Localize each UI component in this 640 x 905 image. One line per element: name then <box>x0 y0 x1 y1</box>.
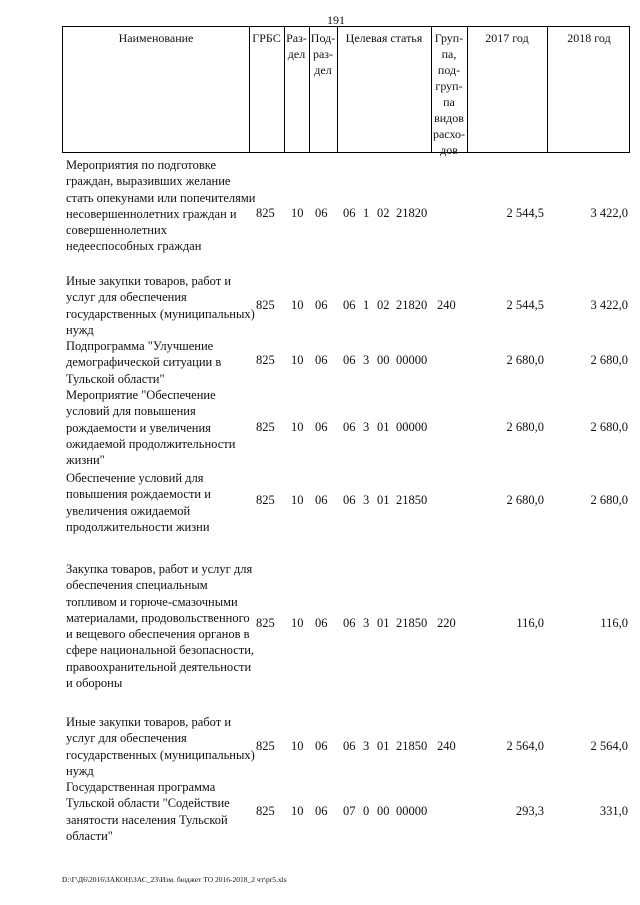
header-group-line: видов <box>434 111 464 125</box>
row-value-2018: 331,0 <box>599 804 628 818</box>
row-value-2017: 116,0 <box>516 616 544 630</box>
row-podrazdel: 06 <box>315 739 328 753</box>
row-razdel: 10 <box>291 353 304 367</box>
row-target-program: 06 <box>343 298 356 312</box>
row-target-event: 02 <box>377 298 390 312</box>
row-podrazdel: 06 <box>315 353 328 367</box>
row-value-2018: 2 680,0 <box>590 353 628 367</box>
header-group-line: под- <box>437 63 461 77</box>
row-grbs: 825 <box>256 493 275 507</box>
row-value-2017: 2 680,0 <box>506 493 544 507</box>
row-name: Иные закупки товаров, работ и услуг для обеспечения государственных (муниципальных) нужд <box>66 715 255 778</box>
row-target-subprogram: 3 <box>363 616 370 630</box>
header-group-line: па <box>443 95 455 109</box>
row-target-code: 00000 <box>396 353 428 367</box>
header-group <box>431 30 467 158</box>
header-podrazdel-line: дел <box>314 63 332 77</box>
row-name: Подпрограмма "Улучшение демографической ситуации в Тульской области" <box>66 339 222 386</box>
row-podrazdel: 06 <box>315 616 328 630</box>
row-target-event: 02 <box>377 206 390 220</box>
row-target-subprogram: 3 <box>363 353 370 367</box>
header-group-line: груп- <box>435 79 463 93</box>
row-razdel: 10 <box>291 804 304 818</box>
header-grbs: ГРБС <box>252 31 281 45</box>
row-razdel: 10 <box>291 206 304 220</box>
row-value-2018: 2 564,0 <box>590 739 628 753</box>
table-header <box>62 26 630 157</box>
header-2018: 2018 год <box>567 31 611 45</box>
row-grbs: 825 <box>256 804 275 818</box>
row-razdel: 10 <box>291 298 304 312</box>
row-target-code: 00000 <box>396 420 428 434</box>
row-target-event: 01 <box>377 420 390 434</box>
row-value-2017: 2 680,0 <box>506 420 544 434</box>
header-razdel-line: дел <box>287 47 306 61</box>
row-value-2018: 3 422,0 <box>590 298 628 312</box>
row-target-event: 01 <box>377 493 390 507</box>
row-value-2017: 2 544,5 <box>506 206 544 220</box>
page-number: 191 <box>327 13 345 27</box>
file-path-footer: D:\Г\Д6\2016\ЗАКОН\ЗАС_23\Изм. бюджет ТО 2016-2018_2 чт\pr5.xls <box>62 875 287 884</box>
row-target-code: 21820 <box>396 298 428 312</box>
row-value-2017: 2 564,0 <box>506 739 544 753</box>
row-target-program: 07 <box>343 804 356 818</box>
row-value-2018: 3 422,0 <box>590 206 628 220</box>
row-value-2017: 2 544,5 <box>506 298 544 312</box>
row-value-2018: 116,0 <box>600 616 628 630</box>
row-name: Обеспечение условий для повышения рождаемости и увеличения ожидаемой продолжительности жизни <box>66 471 211 534</box>
row-podrazdel: 06 <box>315 420 328 434</box>
header-group-line: дов <box>440 143 458 157</box>
row-target-event: 00 <box>377 353 390 367</box>
header-2017: 2017 год <box>485 31 529 45</box>
row-expense-group: 240 <box>437 739 456 753</box>
row-grbs: 825 <box>256 739 275 753</box>
row-grbs: 825 <box>256 353 275 367</box>
row-target-event: 01 <box>377 739 390 753</box>
row-target-code: 00000 <box>396 804 428 818</box>
row-target-code: 21850 <box>396 739 428 753</box>
header-target: Целевая статья <box>345 31 423 45</box>
row-expense-group: 240 <box>437 298 456 312</box>
row-name: Иные закупки товаров, работ и услуг для обеспечения государственных (муниципальных) нужд <box>66 274 255 337</box>
row-podrazdel: 06 <box>315 298 328 312</box>
row-target-program: 06 <box>343 493 356 507</box>
row-target-program: 06 <box>343 420 356 434</box>
row-grbs: 825 <box>256 298 275 312</box>
header-group-line: па, <box>441 47 457 61</box>
row-razdel: 10 <box>291 739 304 753</box>
row-podrazdel: 06 <box>315 804 328 818</box>
row-target-code: 21850 <box>396 493 428 507</box>
row-expense-group: 220 <box>437 616 456 630</box>
row-target-event: 01 <box>377 616 390 630</box>
row-name: Мероприятия по подготовке граждан, выразивших желание стать опекунами или попечителями несовершеннолетних граждан и совершеннолетних недееспособных граждан <box>66 158 256 254</box>
row-value-2018: 2 680,0 <box>590 420 628 434</box>
header-podrazdel <box>309 30 337 78</box>
header-group-line: расхо- <box>432 127 466 141</box>
row-value-2017: 2 680,0 <box>506 353 544 367</box>
row-target-program: 06 <box>343 739 356 753</box>
row-target-subprogram: 3 <box>363 739 370 753</box>
row-razdel: 10 <box>291 420 304 434</box>
row-razdel: 10 <box>291 493 304 507</box>
header-podrazdel-line: Под- <box>310 31 336 45</box>
row-name: Закупка товаров, работ и услуг для обеспечения специальным топливом и горюче-смазочными материалами, продовольственного и вещевого обеспечения органов в сфере национальной безопасности, правоохранительной деятельности и обороны <box>66 562 255 691</box>
row-target-subprogram: 3 <box>363 493 370 507</box>
row-target-subprogram: 1 <box>363 206 370 220</box>
header-podrazdel-line: раз- <box>312 47 334 61</box>
row-target-code: 21820 <box>396 206 428 220</box>
row-podrazdel: 06 <box>315 206 328 220</box>
row-razdel: 10 <box>291 616 304 630</box>
header-group-line: Груп- <box>434 31 464 45</box>
header-razdel <box>284 30 309 62</box>
header-razdel-line: Раз- <box>286 31 307 45</box>
row-grbs: 825 <box>256 420 275 434</box>
row-target-subprogram: 1 <box>363 298 370 312</box>
row-value-2018: 2 680,0 <box>590 493 628 507</box>
row-target-event: 00 <box>377 804 390 818</box>
row-name: Государственная программа Тульской области "Содействие занятости населения Тульской области" <box>66 780 230 843</box>
header-name: Наименование <box>118 31 194 45</box>
row-podrazdel: 06 <box>315 493 328 507</box>
row-grbs: 825 <box>256 206 275 220</box>
row-target-program: 06 <box>343 206 356 220</box>
row-target-subprogram: 0 <box>363 804 370 818</box>
row-target-program: 06 <box>343 616 356 630</box>
row-grbs: 825 <box>256 616 275 630</box>
row-target-program: 06 <box>343 353 356 367</box>
row-name: Мероприятие "Обеспечение условий для повышения рождаемости и увеличения ожидаемой продолжительности жизни" <box>66 388 236 468</box>
row-target-subprogram: 3 <box>363 420 370 434</box>
row-value-2017: 293,3 <box>515 804 544 818</box>
row-target-code: 21850 <box>396 616 428 630</box>
